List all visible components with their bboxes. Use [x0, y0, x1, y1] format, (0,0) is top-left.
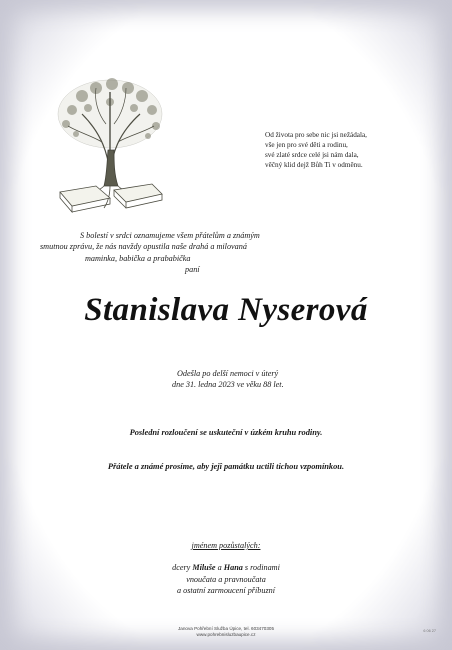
death-line: Odešla po delší nemoci v úterý	[177, 369, 279, 378]
footer-line-2: www.pohrebnisluzbaupice.cz	[196, 632, 256, 637]
family-prefix: dcery	[172, 563, 191, 572]
family-suffix: s rodinami	[244, 563, 280, 572]
poem-line: své zlaté srdce celé jsi nám dala,	[265, 151, 359, 159]
family-line-3: a ostatní zarmoucení příbuzní	[176, 586, 276, 595]
tree-on-books-illustration	[52, 74, 170, 214]
poem-line: věčný klid dejž Bůh Ti v odměnu.	[265, 161, 363, 169]
memorial-poem	[265, 130, 425, 170]
remembrance-request: Přátele a známé prosíme, aby jejî památku uctili tichou vzpomínkou.	[107, 462, 345, 471]
bereaved-heading: jménem pozůstalých:	[191, 541, 261, 550]
poem-line: Od života pro sebe nic jsi nežádala,	[265, 131, 367, 139]
intro-line: S bolestí v srdci oznamujeme všem přátelům a známým	[80, 231, 260, 240]
deceased-name: Stanislava Nyserová	[84, 292, 368, 328]
farewell-notice: Poslední rozloučení se uskuteční v úzkém kruhu rodiny.	[129, 428, 323, 437]
funeral-service-footer	[0, 626, 452, 638]
poem-line: vše jen pro své děti a rodinu,	[265, 141, 348, 149]
bereaved-family	[0, 562, 452, 597]
intro-line: smutnou zprávu, že nás navždy opustila naše drahá a milovaná	[40, 242, 247, 252]
family-name-2: Hana	[223, 563, 243, 572]
family-line-2: vnoučata a pravnoučata	[186, 574, 266, 584]
intro-line: maminka, babička a prababička	[85, 253, 191, 263]
reference-code: 6 06 27	[423, 629, 436, 633]
death-line: dne 31. ledna 2023 ve věku 88 let.	[172, 380, 284, 389]
family-name-1: Miluše	[192, 563, 216, 572]
intro-line: paní	[185, 264, 200, 274]
family-conj: a	[217, 563, 222, 572]
announcement-intro	[40, 230, 350, 275]
footer-line-1: Janova Pohřební Služba Úpice, tel. 603470305	[177, 626, 275, 631]
death-notice	[172, 368, 372, 390]
family-line-1	[0, 562, 452, 574]
